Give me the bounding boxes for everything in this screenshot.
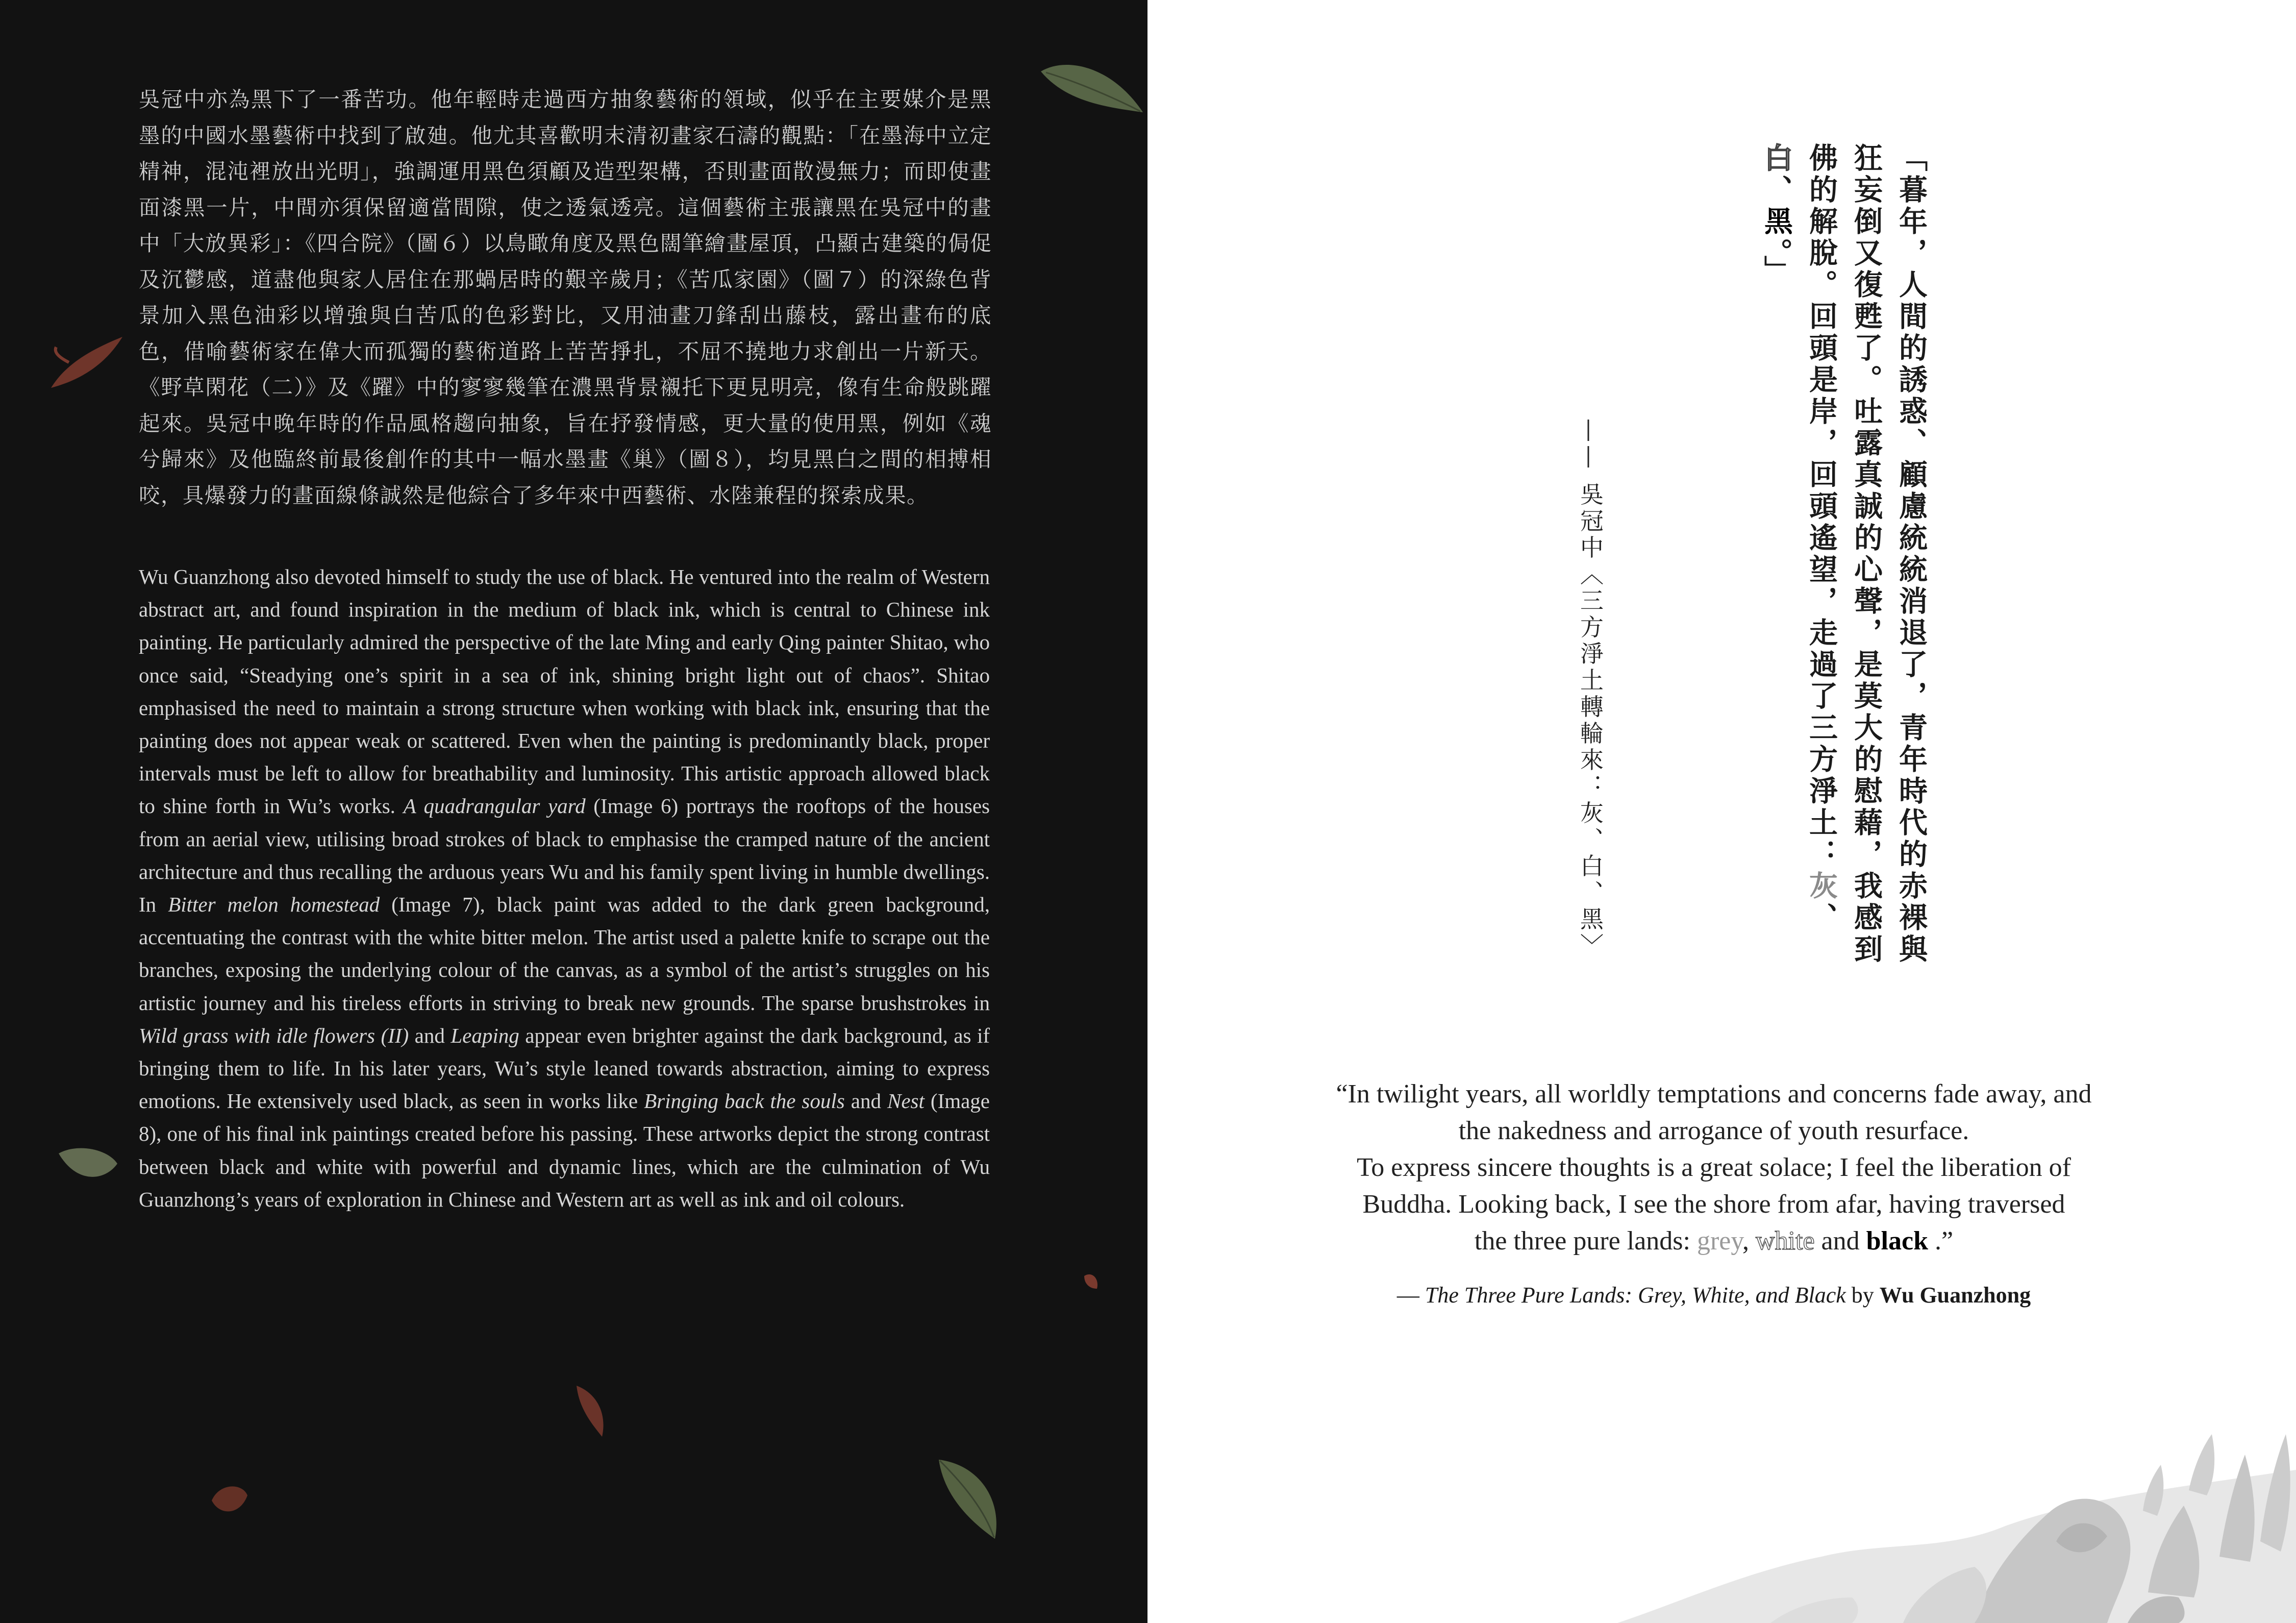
brown-leaf-decoration [48, 332, 125, 393]
long-green-leaf-decoration [934, 1455, 1005, 1541]
ink-landscape-illustration [1617, 1388, 2296, 1623]
quote-line: the three pure lands: [1474, 1226, 1697, 1256]
and-word: and [1814, 1226, 1866, 1256]
word-black-en: black [1866, 1226, 1928, 1256]
word-white: 白 [1760, 143, 1793, 175]
chinese-vertical-quote [1754, 143, 1934, 980]
chinese-attribution: —— 吳冠中〈三方淨土轉輪來：灰、白、黑〉 [1577, 419, 1604, 960]
author-name: Wu Guanzhong [1879, 1283, 2031, 1308]
quote-line: Buddha. Looking back, I see the shore from afar, having traversed [1362, 1190, 2065, 1219]
english-text-part: Wu Guanzhong also devoted himself to study the use of black. He ventured into the realm of Western abstract art, and found inspiration in the medium of black ink, which is central to Chinese ink painting. He particularly admired the perspective of the late Ming and early Qing painter Shitao, who once said, “Steadying one’s spirit in a sea of ink, shining bright light out of chaos”. Shitao emphasised the need to maintain a strong structure when working with black ink, ensuring that the painting does not appear weak or scattered. Even when the painting is predominantly black, proper intervals must be left to allow for breathability and luminosity. This artistic approach allowed black to shine forth in Wu’s works. [139, 565, 990, 818]
artwork-title-bringing-back-the-souls: Bringing back the souls [644, 1089, 845, 1113]
english-text-part: (Image 8), one of his final ink paintings created before his passing. These artworks depict the strong contrast between black and white with powerful and dynamic lines, which are the culmination of Wu Guanzhong’s years of exploration in Chinese and Western art as well as ink and oil colours. [139, 1089, 990, 1211]
english-text-part: (Image 6) portrays the rooftops of the houses from an aerial view, utilising broad strokes of black to emphasise the cramped nature of the ancient architecture and thus recalling the arduous years Wu and his family spent living in humble dwellings. In [139, 794, 990, 917]
quote-line: “In twilight years, all worldly temptations and concerns fade away, and [1336, 1079, 2092, 1109]
artwork-title-leaping: Leaping [451, 1023, 519, 1047]
artwork-title-quadrangular-yard: A quadrangular yard [403, 794, 586, 818]
english-quote [1326, 1076, 2102, 1260]
quote-end: .” [1928, 1226, 1954, 1256]
chinese-paragraph: 吳冠中亦為黑下了一番苦功。他年輕時走過西方抽象藝術的領域，似乎在主要媒介是黑墨的中國水墨藝術中找到了啟廸。他尤其喜歡明末清初畫家石濤的觀點：「在墨海中立定精神，混沌裡放出光明」，強調運用黑色須顧及造型架構，否則畫面散漫無力；而即使畫面漆黑一片，中間亦須保留適當間隙，使之透氣透亮。這個藝術主張讓黑在吳冠中的畫中「大放異彩」：《四合院》（圖６）以鳥瞰角度及黑色闊筆繪畫屋頂，凸顯古建築的侷促及沉鬱感，道盡他與家人居住在那蝸居時的艱辛歲月；《苦瓜家園》（圖７）的深綠色背景加入黑色油彩以增強與白苦瓜的色彩對比，又用油畫刀鋒刮出藤枝，露出畫布的底色，借喻藝術家在偉大而孤獨的藝術道路上苦苦掙扎，不屈不撓地力求創出一片新天。《野草閑花（二）》及《躍》中的寥寥幾筆在濃黑背景襯托下更見明亮，像有生命般跳躍起來。吳冠中晚年時的作品風格趨向抽象，旨在抒發情感，更大量的使用黑，例如《魂兮歸來》及他臨終前最後創作的其中一幅水墨畫《巢》（圖８），均見黑白之間的相搏相咬，具爆發力的畫面線條誠然是他綜合了多年來中西藝術、水陸兼程的探索成果。 [139, 87, 992, 508]
word-grey: 灰 [1805, 871, 1838, 902]
quote-end: 。」 [1760, 238, 1793, 287]
english-text-part: and [409, 1023, 451, 1047]
quote-line: the nakedness and arrogance of youth resurface. [1458, 1116, 1969, 1145]
green-leaf-decoration [1036, 56, 1147, 122]
english-attribution [1326, 1282, 2102, 1308]
separator: 、 [1760, 175, 1793, 206]
quote-main-text: 「暮年，人間的誘惑、顧慮統統消退了，青年時代的赤裸與狂妄倒又復甦了。吐露真誠的心聲，是莫大的慰藉，我感到佛的解脫。回頭是岸，回頭遙望，走過了三方淨土： [1805, 143, 1928, 966]
attribution-by: by [1845, 1283, 1880, 1308]
small-green-leaf-decoration [56, 1143, 120, 1187]
english-paragraph [139, 560, 990, 1216]
separator: 、 [1805, 902, 1838, 934]
quote-line: To express sincere thoughts is a great solace; I feel the liberation of [1357, 1153, 2071, 1182]
english-text-part: appear even brighter against the dark background, as if bringing them to life. In his later years, Wu’s style leaned towards abstraction, aiming to express emotions. He extensively used black, as seen in works like [139, 1023, 990, 1113]
word-white-en: white [1756, 1226, 1815, 1256]
english-text-part: (Image 7), black paint was added to the dark green background, accentuating the contrast with the white bitter melon. The artist used a palette knife to scrape out the branches, exposing the underlying colour of the canvas, as a symbol of the artist’s struggles on his artistic journey and his tireless efforts in striving to break new grounds. The sparse brushstrokes in [139, 893, 990, 1015]
artwork-title-bitter-melon-homestead: Bitter melon homestead [168, 893, 380, 917]
work-title: The Three Pure Lands: Grey, White, and Black [1425, 1283, 1846, 1308]
tiny-brown-leaf-decoration [1082, 1271, 1102, 1291]
artwork-title-nest: Nest [887, 1089, 925, 1113]
artwork-title-wild-grass: Wild grass with idle flowers (II) [139, 1023, 409, 1047]
english-text-part: and [844, 1089, 887, 1113]
left-page [0, 0, 1147, 1623]
right-page [1147, 0, 2296, 1623]
attribution-dash: — [1396, 1283, 1425, 1308]
small-brown-leaf-decoration [209, 1480, 250, 1518]
word-grey-en: grey [1696, 1226, 1742, 1256]
falling-brown-leaf-decoration [571, 1383, 617, 1439]
comma: , [1742, 1226, 1756, 1256]
word-black: 黑 [1760, 206, 1793, 238]
